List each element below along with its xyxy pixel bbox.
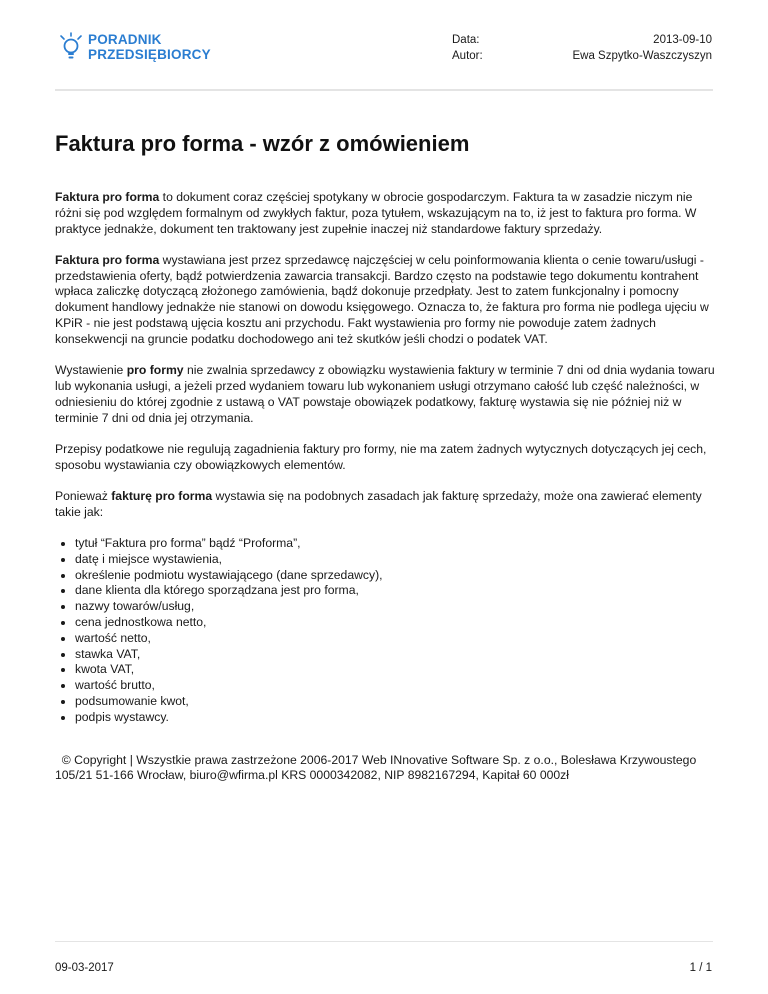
invoice-elements-list bbox=[55, 536, 715, 726]
paragraph-5 bbox=[55, 489, 715, 521]
copyright-notice: © Copyright | Wszystkie prawa zastrzeżone 2006-2017 Web INnovative Software Sp. z o.o., Bolesława Krzywoustego 105/21 51-166 Wrocław, biuro@wfirma.pl KRS 0000342082, NIP 8982167294, Kapitał 60 000zł bbox=[55, 752, 700, 783]
paragraph-2 bbox=[55, 253, 715, 348]
page-title: Faktura pro forma - wzór z omówieniem bbox=[55, 131, 470, 156]
list-item: • stawka VAT, bbox=[75, 647, 715, 663]
paragraph-3 bbox=[55, 363, 715, 426]
header-divider bbox=[55, 89, 713, 91]
footer-divider bbox=[55, 941, 713, 942]
meta-values bbox=[572, 32, 712, 64]
paragraph-text: wystawia się na podobnych zasadach jak fakturę sprzedaży, może ona zawierać elementy takie jak: bbox=[55, 488, 702, 519]
list-item: • dane klienta dla którego sporządzana jest pro forma, bbox=[75, 583, 715, 599]
paragraph-text: nie zwalnia sprzedawcy z obowiązku wystawienia faktury w terminie 7 dni od dnia wydania towaru lub wykonania usługi, a jeżeli przed wydaniem towaru lub wykonaniem usługi otrzymano całość lub część należności, w odniesieniu do której zgodnie z ustawą o VAT powstaje obowiązek podatkowy, fakturę wystawia się nie później niż w terminie 7 dni od dnia jej otrzymania. bbox=[55, 363, 715, 425]
logo bbox=[58, 32, 211, 64]
date-value: 2013-09-10 bbox=[653, 34, 712, 46]
logo-line-1: PORADNIK bbox=[88, 32, 162, 47]
logo-text bbox=[88, 32, 211, 62]
list-item: • kwota VAT, bbox=[75, 662, 715, 678]
list-item: • podpis wystawcy. bbox=[75, 710, 715, 726]
logo-line-2: PRZEDSIĘBIORCY bbox=[88, 47, 211, 62]
paragraph-text: Przepisy podatkowe nie regulują zagadnienia faktury pro formy, nie ma zatem żadnych wytycznych dotyczących jej cech, sposobu wystawiania czy obowiązkowych elementów. bbox=[55, 441, 707, 472]
list-item: • określenie podmiotu wystawiającego (dane sprzedawcy), bbox=[75, 568, 715, 584]
author-value: Ewa Szpytko-Waszczyszyn bbox=[572, 50, 712, 62]
list-item: • datę i miejsce wystawienia, bbox=[75, 552, 715, 568]
bold-term: pro formy bbox=[126, 363, 184, 378]
list-item: • cena jednostkowa netto, bbox=[75, 615, 715, 631]
footer-date: 09-03-2017 bbox=[55, 962, 114, 974]
list-item: • podsumowanie kwot, bbox=[75, 694, 715, 710]
meta-labels bbox=[452, 32, 483, 64]
paragraph-text: Ponieważ bbox=[55, 488, 112, 503]
article-body bbox=[55, 190, 715, 800]
bold-term: Faktura pro forma bbox=[55, 252, 160, 267]
author-label: Autor: bbox=[452, 50, 483, 62]
paragraph-1 bbox=[55, 190, 715, 237]
bold-term: Faktura pro forma bbox=[55, 190, 160, 204]
list-item: • wartość netto, bbox=[75, 631, 715, 647]
lightbulb-icon bbox=[58, 32, 84, 64]
paragraph-text: Wystawienie bbox=[55, 363, 127, 378]
paragraph-text: wystawiana jest przez sprzedawcę najczęściej w celu poinformowania klienta o cenie towaru/usługi - przedstawienia oferty, bądź potwierdzenia zawarcia transakcji. Bardzo często na podstawie tego dokumentu kontrahent wpłaca zaliczkę dotyczącą złożonego zamówienia, bądź dokonuje przedpłaty. Jest to zatem funkcjonalny i pomocny dokument handlowy jednakże nie stanowi on dowodu księgowego. Oznacza to, że faktura pro forma nie podlega ujęciu w KPiR - nie jest podstawą ujęcia kosztu ani przychodu. Fakt wystawienia pro formy nie powoduje zatem żadnych konsekwencji na gruncie podatku dochodowego ani też skutków jeśli chodzi o podatek VAT. bbox=[55, 252, 709, 346]
list-item: • tytuł “Faktura pro forma” bądź “Proforma”, bbox=[75, 536, 715, 552]
list-item: • nazwy towarów/usług, bbox=[75, 599, 715, 615]
paragraph-text: to dokument coraz częściej spotykany w obrocie gospodarczym. Faktura ta w zasadzie niczym nie różni się pod względem formalnym od zwykłych faktur, poza tytułem, wskazującym na to, iż jest to faktura pro forma. W praktyce jednakże, dokument ten traktowany jest zupełnie inaczej niż standardowe faktury sprzedaży. bbox=[55, 190, 697, 236]
page-number: 1 / 1 bbox=[689, 962, 712, 974]
paragraph-4 bbox=[55, 442, 715, 474]
bold-term: fakturę pro forma bbox=[111, 488, 213, 503]
date-label: Data: bbox=[452, 34, 480, 46]
list-item: • wartość brutto, bbox=[75, 678, 715, 694]
